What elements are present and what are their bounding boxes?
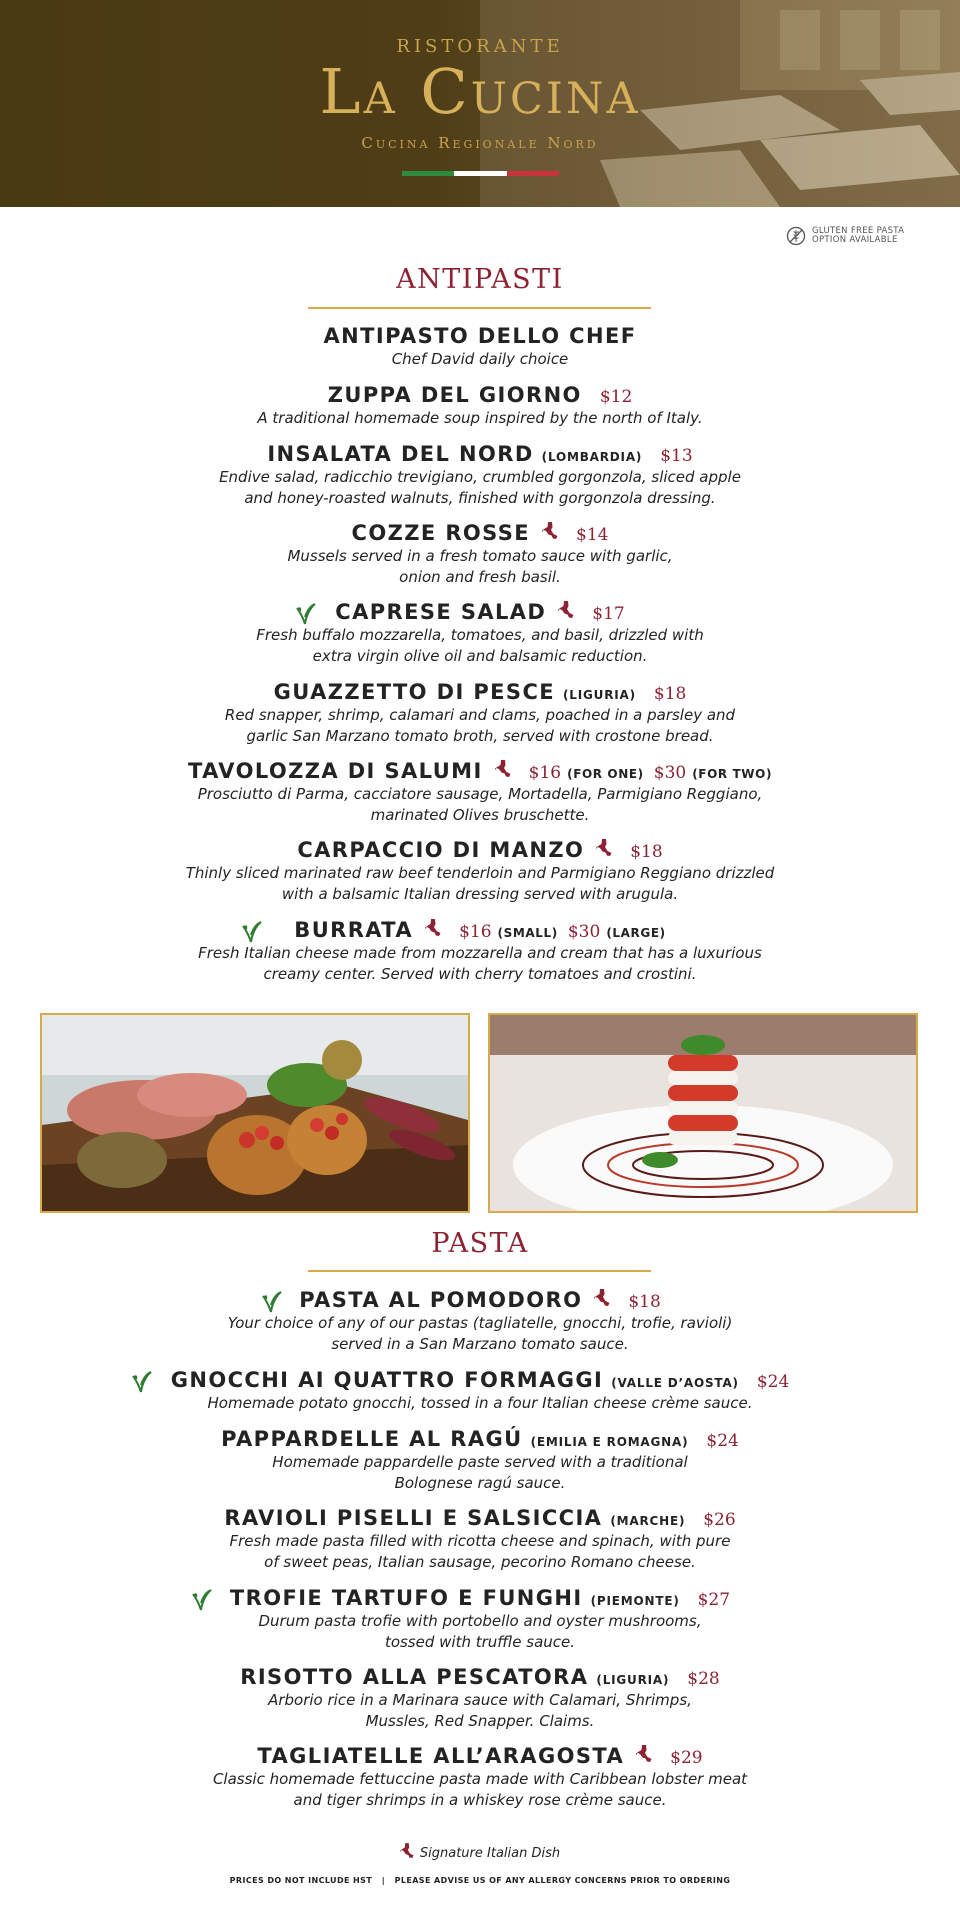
item-price: $17	[592, 604, 625, 624]
item-region: (EMILIA E ROMAGNA)	[530, 1435, 689, 1449]
item-description: tossed with truffle sauce.	[384, 1633, 576, 1651]
gluten-note-line1: GLUTEN FREE PASTA	[812, 226, 905, 236]
charcuterie-photo	[40, 1013, 470, 1213]
item-name: CARPACCIO DI MANZO	[297, 838, 585, 862]
item-price: $14	[576, 525, 609, 545]
item-name: ZUPPA DEL GIORNO	[327, 383, 582, 407]
item-description: Mussles, Red Snapper. Claims.	[365, 1712, 595, 1730]
item-description: Thinly sliced marinated raw beef tenderloin and Parmigiano Reggiano drizzled	[185, 864, 775, 882]
item-name: RAVIOLI PISELLI E SALSICCIA	[224, 1506, 603, 1530]
menu-item	[0, 1665, 960, 1731]
signature-dish-icon	[558, 601, 574, 619]
item-price: $30	[567, 922, 601, 942]
menu-item	[0, 324, 960, 369]
item-region: (LIGURIA)	[596, 1673, 670, 1687]
gluten-note-line2: OPTION AVAILABLE	[812, 235, 898, 245]
item-region: (LIGURIA)	[563, 688, 636, 702]
menu-item	[0, 1744, 960, 1810]
item-description: Homemade potato gnocchi, tossed in a four Italian cheese crème sauce.	[207, 1394, 753, 1412]
item-description: and tiger shrimps in a whiskey rose crème sauce.	[293, 1791, 667, 1809]
section-divider	[308, 1270, 651, 1272]
item-description: Mussels served in a fresh tomato sauce with garlic,	[287, 547, 673, 565]
item-name: TAVOLOZZA DI SALUMI	[187, 759, 483, 783]
menu-item	[0, 1288, 960, 1354]
restaurant-name: La Cucina	[319, 55, 641, 128]
item-description: Endive salad, radicchio trevigiano, crumbled gorgonzola, sliced apple	[219, 468, 741, 486]
menu-item	[0, 600, 960, 666]
item-description: extra virgin olive oil and balsamic reduction.	[312, 647, 648, 665]
item-description: of sweet peas, Italian sausage, pecorino Romano cheese.	[264, 1553, 696, 1571]
item-description: Homemade pappardelle paste served with a traditional	[272, 1453, 688, 1471]
item-price: $16	[459, 922, 492, 942]
item-region: (MARCHE)	[610, 1514, 686, 1528]
menu-header	[0, 0, 960, 207]
item-description: Prosciutto di Parma, cacciatore sausage, Mortadella, Parmigiano Reggiano,	[197, 785, 763, 803]
section-divider	[308, 307, 651, 309]
footer-note: PRICES DO NOT INCLUDE HST | PLEASE ADVISE US OF ANY ALLERGY CONCERNS PRIOR TO ORDERING	[229, 1876, 731, 1885]
item-description: creamy center. Served with cherry tomatoes and crostini.	[263, 965, 697, 983]
menu-item	[0, 759, 960, 825]
item-description: garlic San Marzano tomato broth, served with crostone bread.	[246, 727, 714, 745]
item-name: GNOCCHI AI QUATTRO FORMAGGI	[170, 1368, 604, 1392]
menu-item	[0, 680, 960, 746]
item-name: PAPPARDELLE AL RAGÚ	[221, 1427, 523, 1451]
item-description: onion and fresh basil.	[399, 568, 561, 586]
item-price: $29	[670, 1748, 703, 1768]
menu-item	[0, 1586, 960, 1652]
item-price: $24	[706, 1431, 739, 1451]
item-description: with a balsamic Italian dressing served with arugula.	[281, 885, 679, 903]
item-region: (PIEMONTE)	[590, 1594, 680, 1608]
menu-item	[0, 838, 960, 904]
item-description: Arborio rice in a Marinara sauce with Calamari, Shrimps,	[268, 1691, 692, 1709]
menu-item	[0, 1368, 960, 1413]
item-name: GUAZZETTO DI PESCE	[273, 680, 556, 704]
gluten-free-note	[786, 226, 904, 246]
item-size: (LARGE)	[606, 926, 666, 940]
item-region: (VALLE D’AOSTA)	[611, 1376, 739, 1390]
item-size: (SMALL)	[497, 926, 558, 940]
header-subtitle: Cucina Regionale Nord	[361, 134, 599, 152]
item-description: A traditional homemade soup inspired by the north of Italy.	[257, 409, 703, 427]
item-name: BURRATA	[294, 918, 414, 942]
signature-dish-icon	[400, 1843, 414, 1859]
item-description: Bolognese ragú sauce.	[394, 1474, 566, 1492]
no-wheat-icon	[786, 226, 806, 246]
menu-item	[0, 383, 960, 428]
caprese-tower-photo	[488, 1013, 918, 1213]
item-price: $24	[756, 1372, 790, 1392]
signature-dish-icon	[495, 760, 511, 778]
item-size: (FOR TWO)	[692, 767, 773, 781]
header-eyebrow: RISTORANTE	[396, 36, 564, 57]
item-region: (LOMBARDIA)	[541, 450, 643, 464]
item-price: $28	[687, 1669, 720, 1689]
section-title-pasta: PASTA	[431, 1228, 529, 1259]
item-price: $12	[599, 387, 633, 407]
signature-dish-icon	[594, 1289, 610, 1307]
menu-item	[0, 918, 960, 984]
signature-dish-icon	[425, 919, 441, 937]
item-description: Fresh made pasta filled with ricotta cheese and spinach, with pure	[229, 1532, 731, 1550]
item-description: Chef David daily choice	[391, 350, 569, 368]
section-title-antipasti: ANTIPASTI	[396, 264, 564, 295]
item-price: $26	[703, 1510, 736, 1530]
signature-legend-text: Signature Italian Dish	[419, 1846, 561, 1861]
item-description: marinated Olives bruschette.	[370, 806, 590, 824]
item-price: $18	[653, 684, 687, 704]
item-price: $18	[630, 842, 663, 862]
menu-item	[0, 521, 960, 587]
item-price: $18	[628, 1292, 661, 1312]
item-name: RISOTTO ALLA PESCATORA	[240, 1665, 589, 1689]
menu-item	[0, 1427, 960, 1493]
item-description: Fresh Italian cheese made from mozzarella and cream that has a luxurious	[198, 944, 762, 962]
item-description: Red snapper, shrimp, calamari and clams, poached in a parsley and	[224, 706, 736, 724]
signature-dish-icon	[596, 839, 612, 857]
item-name: CAPRESE SALAD	[335, 600, 547, 624]
item-name: ANTIPASTO DELLO CHEF	[323, 324, 637, 348]
italian-flag-bar	[402, 171, 559, 176]
menu-item	[0, 1506, 960, 1572]
signature-legend	[0, 1843, 960, 1861]
item-name: COZZE ROSSE	[351, 521, 530, 545]
item-name: PASTA AL POMODORO	[299, 1288, 583, 1312]
item-description: Classic homemade fettuccine pasta made with Caribbean lobster meat	[212, 1770, 748, 1788]
item-size: (FOR ONE)	[567, 767, 644, 781]
item-description: served in a San Marzano tomato sauce.	[331, 1335, 629, 1353]
item-description: Fresh buffalo mozzarella, tomatoes, and basil, drizzled with	[256, 626, 704, 644]
item-description: Durum pasta trofie with portobello and oyster mushrooms,	[258, 1612, 702, 1630]
item-name: TAGLIATELLE ALL’ARAGOSTA	[257, 1744, 625, 1768]
signature-dish-icon	[636, 1745, 652, 1763]
item-name: INSALATA DEL NORD	[267, 442, 534, 466]
item-price: $13	[660, 446, 693, 466]
item-description: Your choice of any of our pastas (tagliatelle, gnocchi, trofie, ravioli)	[227, 1314, 733, 1332]
item-description: and honey-roasted walnuts, finished with gorgonzola dressing.	[244, 489, 716, 507]
signature-dish-icon	[542, 522, 558, 540]
item-price: $16	[528, 763, 562, 783]
item-name: TROFIE TARTUFO E FUNGHI	[229, 1586, 583, 1610]
item-price: $30	[653, 763, 687, 783]
item-price: $27	[697, 1590, 731, 1610]
menu-item	[0, 442, 960, 508]
